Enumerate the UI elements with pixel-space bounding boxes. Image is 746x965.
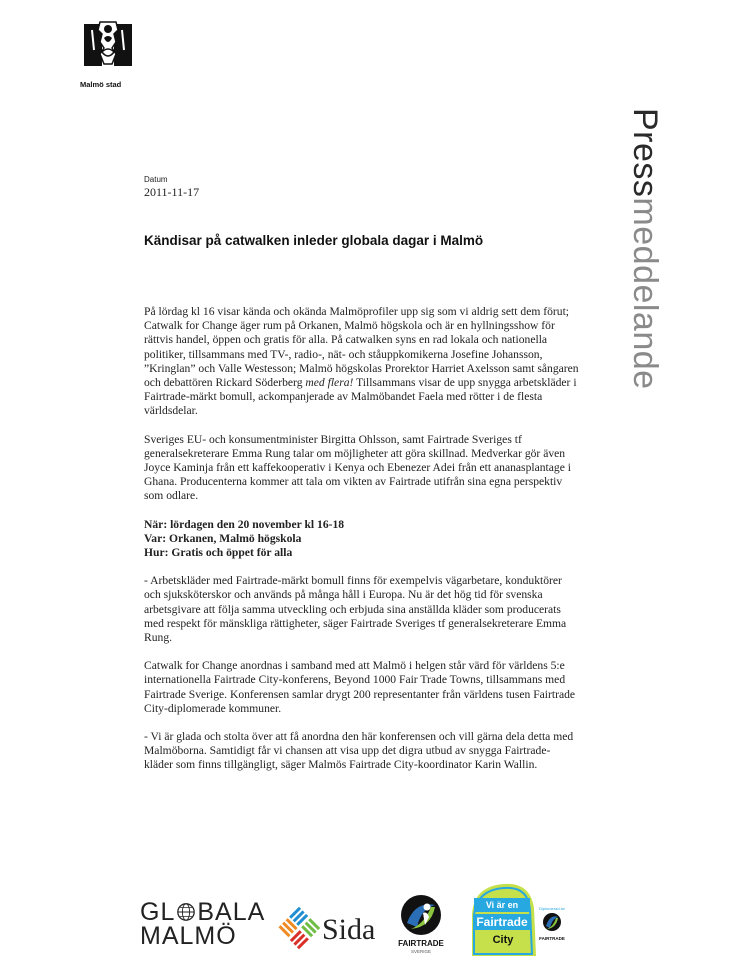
paragraph-1-start: På lördag kl 16 visar kända och okända Malmöprofiler upp sig som vi aldrig sett dem förut; Catwalk for Change äger rum på Orkanen, Malmö högskola och är en hyllningsshow för rättvis handel, öppen och gratis för alla. På catwalken syns en rad lokala och nationella politiker, tillsammans med TV-, radio-, nät- och ståuppkomikerna Josefine Johansson, ”Kringlan” och Valle Westesson; Malmö högskolas Prorektor Harriet Axelsson samt sångaren och debattören Rickard Söderberg (144, 305, 579, 390)
paragraph-5: - Vi är glada och stolta över att få anordna den här konferensen och vill gärna dela detta med Malmöborna. Samtidigt får vi chansen att visa upp det digra utbud av snygga Fairtrade-kläder som finns tillgängligt, säger Malmös Fairtrade City-koordinator Karin Wallin. (144, 730, 574, 772)
city-badge-line2: Fairtrade (476, 915, 528, 929)
event-how: Hur: Gratis och öppet för alla (144, 546, 293, 560)
date-label: Datum (144, 175, 168, 184)
press-release-vertical-title (625, 108, 665, 508)
city-badge-line1: Vi är en (485, 900, 519, 910)
globala-text-b: BALA (197, 898, 266, 926)
org-label: Malmö stad (80, 80, 122, 89)
fairtrade-label: FAIRTRADE (398, 939, 444, 948)
paragraph-3: - Arbetskläder med Fairtrade-märkt bomull finns för exempelvis vägarbetare, konduktörer och sjuksköterskor och används på många håll i Europa. Nu är det hög tid för svenska arbetsgivare att följa samma utveckling och erbjuda sina anställda kläder som producerats med respekt för mänskliga rättigheter, säger Fairtrade Sveriges tf generalsekreterare Emma Rung. (144, 574, 567, 645)
malmo-stad-crest-icon (78, 20, 138, 78)
article-body (144, 305, 579, 787)
city-diplomerad-label: Diplomerad av (539, 906, 565, 911)
date-value: 2011-11-17 (144, 185, 200, 199)
paragraph-2: Sveriges EU- och konsumentminister Birgitta Ohlsson, samt Fairtrade Sveriges tf generalsekreterare Emma Rung talar om möjligheter att göra skillnad. Medverkar gör även Joyce Kaminja från ett kaffekooperativ i Kenya och Ebenezer Adei från ett ananasplantage i Ghana. Producenterna kommer att tala om vikten av Fairtrade utifrån sina egna perspektiv som odlare. (144, 432, 571, 503)
event-when: När: lördagen den 20 november kl 16-18 (144, 517, 345, 531)
event-where: Var: Orkanen, Malmö högskola (144, 531, 302, 545)
paragraph-1-emphasis: med flera! (305, 376, 354, 390)
globala-text-a: GL (140, 898, 176, 926)
fairtrade-city-badge-icon (470, 880, 570, 960)
vertical-title-part2: meddelande (626, 197, 664, 390)
city-badge-line3: City (492, 934, 514, 946)
sida-logo-text: Sida (322, 913, 376, 946)
globala-malmo-logo (140, 900, 265, 948)
article-title: Kändisar på catwalken inleder globala dagar i Malmö (144, 233, 484, 248)
paragraph-4: Catwalk for Change anordnas i samband med att Malmö i helgen står värd för världens 5:e internationella Fairtrade City-konferens, Beyond 1000 Fair Trade Towns, tillsammans med Fairtrade Sverige. Konferensen samlar drygt 200 representanter från världens tusen Fairtrade City-diplomerade kommuner. (144, 659, 576, 715)
city-fairtrade-label: FAIRTRADE (539, 936, 565, 941)
fairtrade-mark-icon (395, 893, 447, 955)
vertical-title-part1: Press (626, 108, 664, 198)
fairtrade-sub-label: SVERIGE (410, 949, 432, 954)
event-details (144, 518, 579, 561)
globe-icon (175, 902, 197, 922)
globala-text-malmo: MALMÖ (140, 922, 237, 950)
paragraph-1-end: Tillsammans visar de upp snygga arbetskläder i Fairtrade-märkt bomull, ackompanjerade av Malmöbandet Faela med rötter i de flesta världsdelar. (144, 376, 577, 418)
paragraph-1 (144, 305, 579, 419)
